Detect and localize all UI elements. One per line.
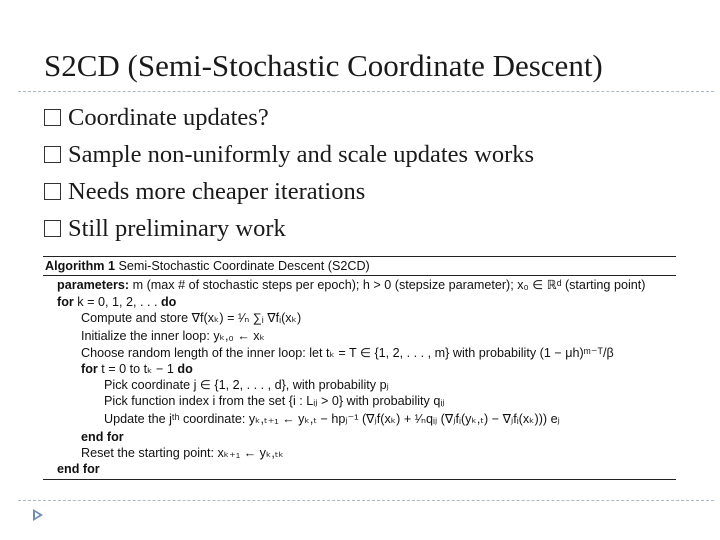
algo-text: t = 0 to tₖ − 1 [97,362,178,376]
algorithm-line [57,278,645,293]
algorithm-top-rule [43,256,676,257]
title-divider [18,91,714,92]
algo-text: Update the jᵗʰ coordinate: yₖ,ₜ₊₁ ← yₖ,ₜ − hpⱼ⁻¹ (∇ⱼf(xₖ) + ¹⁄ₙqᵢⱼ (∇ⱼfᵢ(yₖ,ₜ) − ∇ⱼfᵢ(xₖ))) eⱼ [104,412,560,426]
algorithm-box [43,256,676,480]
bullet-text: Sample non-uniformly and scale updates works [68,140,535,168]
bullet-box-icon [44,109,61,126]
bullet-text: Coordinate updates? [68,103,269,131]
algo-keyword: for [81,362,98,376]
algorithm-header [45,259,370,273]
algorithm-line [104,394,445,409]
play-arrow-icon [32,508,44,522]
algo-keyword: end for [81,430,124,444]
bullet-text: Still preliminary work [68,214,286,242]
slide-title: S2CD (Semi-Stochastic Coordinate Descent) [44,48,603,83]
algo-text: k = 0, 1, 2, . . . [73,295,161,309]
algo-keyword: end for [57,462,100,476]
algorithm-line [81,346,614,361]
algorithm-number: Algorithm 1 [45,259,115,273]
algo-text: m (max # of stochastic steps per epoch); h > 0 (stepsize parameter); x₀ ∈ ℝᵈ (starting point) [129,278,646,292]
algo-text: Compute and store ∇f(xₖ) = ¹⁄ₙ ∑ᵢ ∇fᵢ(xₖ) [81,311,302,325]
algorithm-line [81,329,265,344]
footer-divider [18,500,714,501]
algorithm-line [104,412,560,427]
algo-keyword: for [57,295,74,309]
algo-text: Pick function index i from the set {i : Lᵢⱼ > 0} with probability qᵢⱼ [104,394,445,408]
algorithm-line [57,295,176,310]
algorithm-line [104,378,389,393]
bullet-item [44,136,534,173]
bullet-item [44,210,534,247]
algorithm-bottom-rule [43,479,676,480]
bullet-box-icon [44,146,61,163]
algorithm-line [81,446,284,461]
bullet-text: Needs more cheaper iterations [68,177,366,205]
algorithm-header-rule [43,275,676,276]
bullet-box-icon [44,183,61,200]
algo-keyword: do [160,295,177,309]
algo-text: Pick coordinate j ∈ {1, 2, . . . , d}, with probability pⱼ [104,378,389,392]
algorithm-line [81,430,124,445]
bullet-item [44,173,534,210]
bullet-box-icon [44,220,61,237]
algo-text: Reset the starting point: xₖ₊₁ ← yₖ,ₜₖ [81,446,284,460]
algorithm-line [81,311,301,326]
algorithm-line [57,462,100,477]
algo-keyword: parameters: [57,278,130,292]
bullet-item [44,99,534,136]
algorithm-name: Semi-Stochastic Coordinate Descent (S2CD) [114,259,370,273]
algo-text: Initialize the inner loop: yₖ,₀ ← xₖ [81,329,265,343]
bullet-list [44,99,534,247]
algorithm-line [81,362,193,377]
algo-text: Choose random length of the inner loop: let tₖ = T ∈ {1, 2, . . . , m} with probability (1 − μh)ᵐ⁻ᵀ/β [81,346,614,360]
algo-keyword: do [177,362,193,376]
